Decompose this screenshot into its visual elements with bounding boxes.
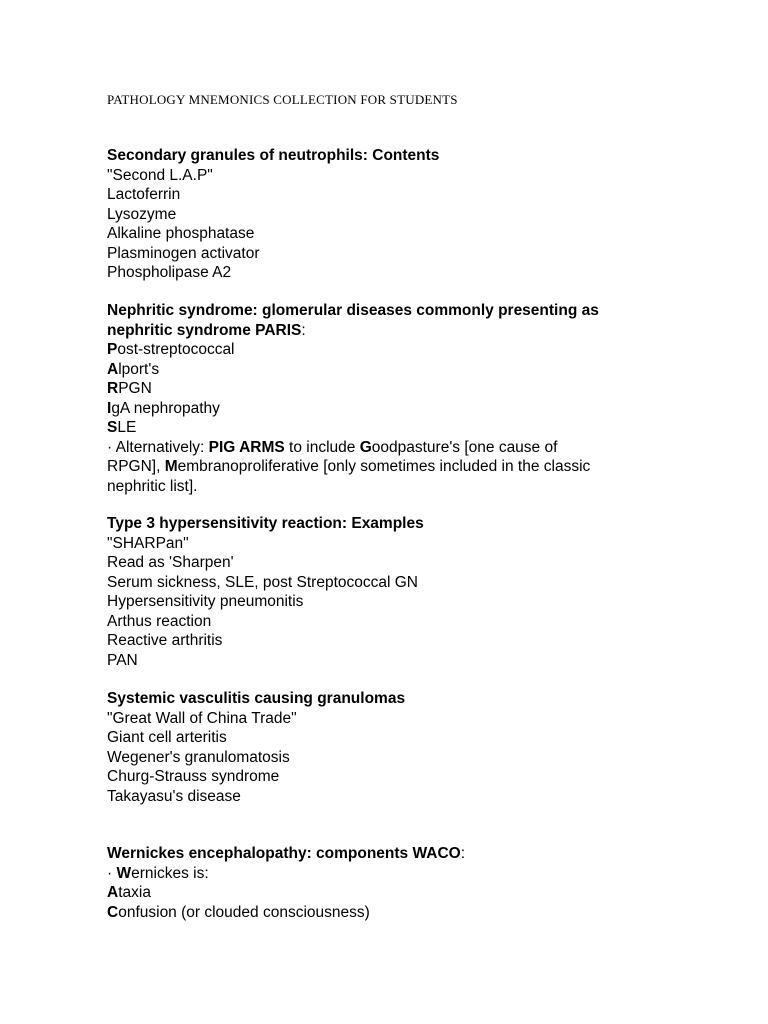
list-item: PAN [107,651,138,669]
heading-colon: : [301,321,306,339]
section-heading: nephritic syndrome PARIS [107,321,302,339]
list-item: Takayasu's disease [107,787,241,805]
item-text: lport's [118,360,160,378]
list-item: Phospholipase A2 [107,264,232,281]
section-heading: Systemic vasculitis causing granulomas [107,690,406,707]
list-item [107,379,747,399]
mnemonic-letter: S [107,419,118,436]
section-heading-line-2 [107,321,747,341]
mnemonic-letter: W [116,864,132,882]
section-nephritic-syndrome [107,301,747,496]
list-item [107,883,747,903]
list-item [107,360,747,380]
note-text: RPGN], [107,458,165,475]
section-heading: Nephritic syndrome: glomerular diseases commonly presenting as [107,302,599,319]
mnemonic-letter: A [107,360,119,378]
list-item: Lysozyme [107,205,177,223]
item-text: LE [117,419,137,436]
list-item: Serum sickness, SLE, post Streptococcal GN [107,573,418,591]
document-title: PATHOLOGY MNEMONICS COLLECTION FOR STUDENTS [107,92,458,107]
mnemonic-letter: M [164,458,178,475]
item-text: · [107,864,117,882]
note-bold: PIG ARMS [208,438,285,456]
list-item: "Great Wall of China Trade" [107,709,297,727]
section-heading: Wernickes encephalopathy: components WACO [107,845,461,862]
mnemonic-letter: P [107,341,118,358]
mnemonic-letter: I [107,399,112,417]
alternative-note-line [107,457,747,477]
list-item [107,340,747,360]
item-text: onfusion (or clouded consciousness) [118,903,370,921]
section-heading: Type 3 hypersensitivity reaction: Examples [107,515,424,532]
note-text: oodpasture's [one cause of [371,438,558,456]
list-item: Plasminogen activator [107,244,260,262]
list-item [107,399,747,419]
note-text: embranoproliferative [only sometimes included in the classic [177,458,591,475]
mnemonic-letter: A [107,884,119,901]
list-item: Giant cell arteritis [107,729,227,746]
section-systemic-vasculitis [107,689,747,806]
item-text: PGN [118,380,152,397]
mnemonic-letter: C [107,903,119,921]
list-item [107,864,747,884]
list-item: "SHARPan" [107,534,189,552]
section-secondary-granules [107,146,747,283]
list-item: Wegener's granulomatosis [107,748,290,766]
item-text: ernickes is: [131,864,209,882]
list-item: Arthus reaction [107,612,212,630]
note-text: to include [284,438,360,456]
alternative-note-line: nephritic list]. [107,477,198,495]
list-item: Alkaline phosphatase [107,225,255,242]
alternative-note-line [107,438,747,458]
list-item [107,903,747,923]
list-item: "Second L.A.P" [107,166,213,184]
item-text: gA nephropathy [111,399,220,417]
note-text: · Alternatively: [107,438,209,456]
section-heading: Secondary granules of neutrophils: Contents [107,147,440,164]
mnemonic-letter: G [359,438,372,456]
list-item: Churg-Strauss syndrome [107,768,280,785]
mnemonic-letter: R [107,380,119,397]
list-item: Reactive arthritis [107,632,223,649]
list-item: Hypersensitivity pneumonitis [107,593,304,610]
section-heading-line [107,844,747,864]
section-wernickes [107,844,747,922]
section-type3-hypersensitivity [107,514,747,670]
heading-colon: : [460,845,466,862]
item-text: taxia [118,884,151,901]
list-item: Read as 'Sharpen' [107,554,234,571]
list-item: Lactoferrin [107,186,181,203]
item-text: ost-streptococcal [117,341,235,358]
list-item [107,418,747,438]
